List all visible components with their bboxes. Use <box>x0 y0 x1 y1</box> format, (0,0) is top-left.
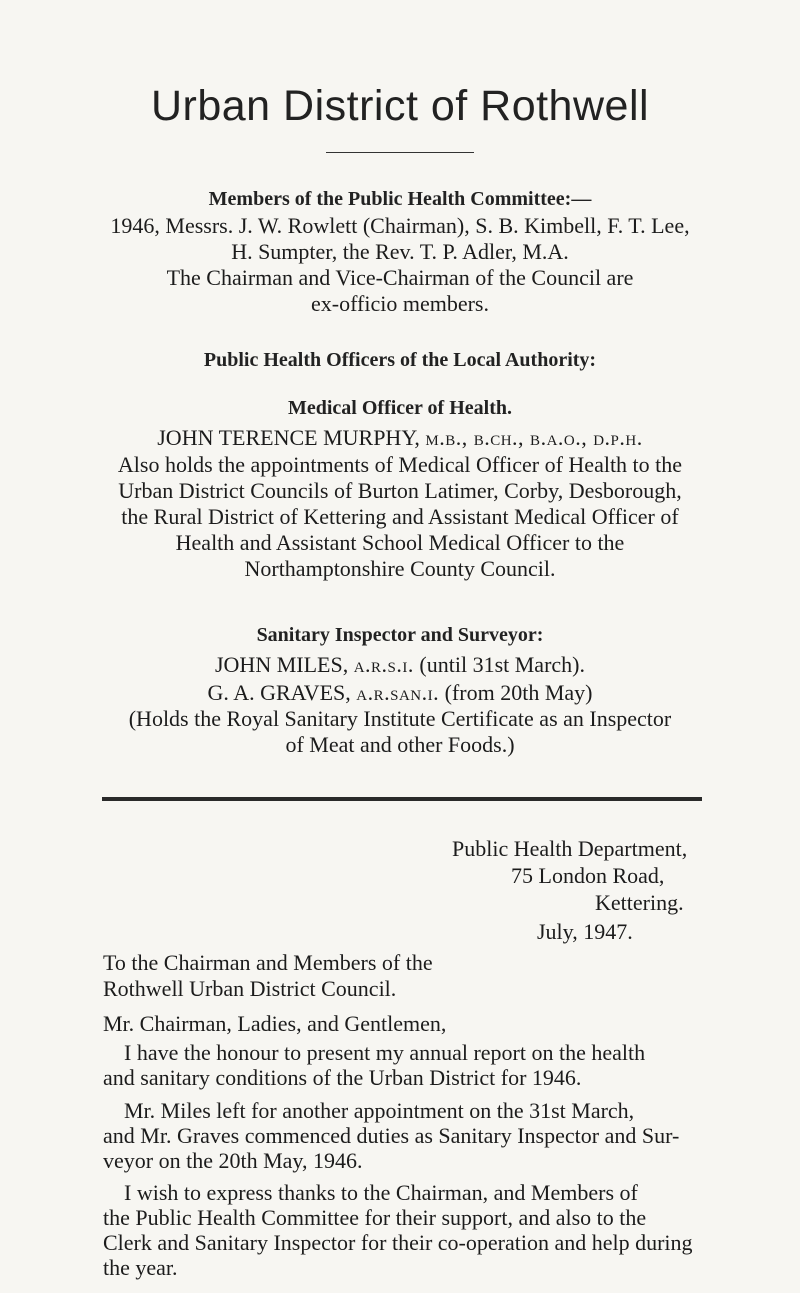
title-divider <box>326 152 474 153</box>
moh-line: Urban District Councils of Burton Latimer, Corby, Desborough, <box>118 478 682 503</box>
committee-heading: Members of the Public Health Committee:— <box>208 188 592 210</box>
committee-line: H. Sumpter, the Rev. T. P. Adler, M.A. <box>231 239 569 264</box>
paragraph-line: and sanitary conditions of the Urban District for 1946. <box>103 1065 582 1090</box>
moh-heading: Medical Officer of Health. <box>287 397 512 419</box>
paragraph-line: veyor on the 20th May, 1946. <box>103 1148 363 1173</box>
officers-heading: Public Health Officers of the Local Authority: <box>203 349 597 371</box>
moh-name-line <box>0 425 800 451</box>
inspector1-line <box>0 652 800 678</box>
inspector-line: (Holds the Royal Sanitary Institute Certificate as an Inspector <box>128 706 672 731</box>
committee-members <box>0 213 800 317</box>
moh-line: Health and Assistant School Medical Officer to the <box>175 530 625 555</box>
paragraph-line: I wish to express thanks to the Chairman, and Members of <box>124 1180 638 1205</box>
recipient-line: To the Chairman and Members of the <box>103 950 433 975</box>
address-line: 75 London Road, <box>511 863 665 888</box>
recipient-line: Rothwell Urban District Council. <box>103 976 397 1001</box>
committee-line: ex-officio members. <box>311 291 489 316</box>
moh-line: Also holds the appointments of Medical Officer of Health to the <box>117 452 683 477</box>
paragraph-line: I have the honour to present my annual report on the health <box>124 1040 646 1065</box>
page-title: Urban District of Rothwell <box>150 82 650 130</box>
inspector2-name: G. A. GRAVES, <box>207 680 351 705</box>
moh-line: Northamptonshire County Council. <box>244 556 556 581</box>
committee-line: 1946, Messrs. J. W. Rowlett (Chairman), S. B. Kimbell, F. T. Lee, <box>110 213 690 238</box>
paragraph-line: and Mr. Graves commenced duties as Sanitary Inspector and Sur- <box>103 1123 680 1148</box>
letter-paragraph <box>103 1180 703 1280</box>
section-divider <box>102 797 702 801</box>
inspector1-note: (until 31st March). <box>419 652 585 677</box>
moh-name: JOHN TERENCE MURPHY, <box>157 425 420 450</box>
letter-date: July, 1947. <box>537 919 633 944</box>
moh-appointments <box>0 452 800 582</box>
inspector-heading: Sanitary Inspector and Surveyor: <box>256 624 544 646</box>
inspector1-qualifications: a.r.s.i. <box>353 652 414 677</box>
inspector-certificate <box>0 706 800 758</box>
inspector-line: of Meat and other Foods.) <box>285 732 515 757</box>
address-line: Public Health Department, <box>452 836 688 861</box>
paragraph-line: the year. <box>103 1255 178 1280</box>
inspector2-note: (from 20th May) <box>444 680 593 705</box>
paragraph-line: Clerk and Sanitary Inspector for their co-operation and help during <box>103 1230 693 1255</box>
inspector1-name: JOHN MILES, <box>214 652 349 677</box>
paragraph-line: Mr. Miles left for another appointment on the 31st March, <box>124 1098 635 1123</box>
paragraph-line: the Public Health Committee for their support, and also to the <box>103 1205 647 1230</box>
letter-paragraph <box>103 1098 703 1173</box>
salutation: Mr. Chairman, Ladies, and Gentlemen, <box>103 1011 447 1036</box>
moh-qualifications: m.b., b.ch., b.a.o., d.p.h. <box>425 425 643 450</box>
address-line: Kettering. <box>595 890 684 915</box>
inspector2-line <box>0 680 800 706</box>
moh-line: the Rural District of Kettering and Assistant Medical Officer of <box>121 504 679 529</box>
letter-paragraph <box>103 1040 703 1090</box>
committee-line: The Chairman and Vice-Chairman of the Council are <box>166 265 634 290</box>
inspector2-qualifications: a.r.san.i. <box>356 680 440 705</box>
